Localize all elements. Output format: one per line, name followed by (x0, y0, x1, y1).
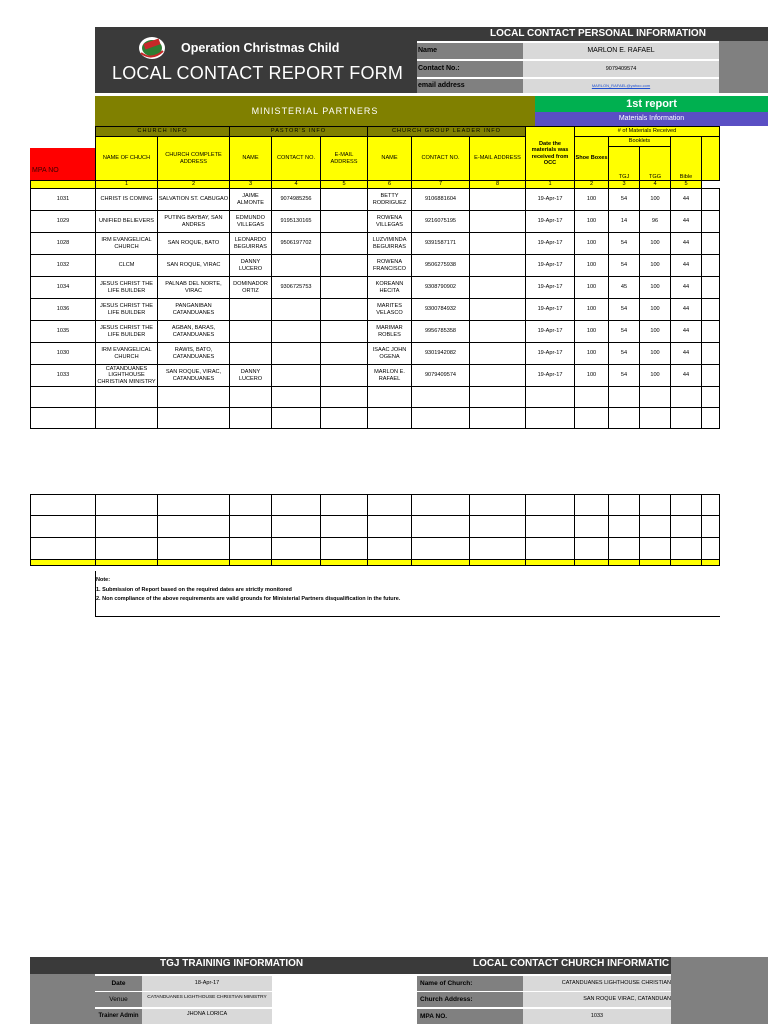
empty-row (31, 408, 720, 429)
leader-email-cell (470, 343, 526, 365)
col-tgg: TGG (640, 147, 671, 181)
pastor-contact-cell: 9195130165 (272, 211, 321, 233)
training-title: TGJ TRAINING INFORMATION (160, 958, 304, 969)
bible-cell: 44 (671, 321, 702, 343)
pastor-contact-cell (272, 299, 321, 321)
date-received-cell: 19-Apr-17 (526, 255, 575, 277)
pastor-name-cell: JAIME ALMONTE (230, 189, 272, 211)
church-name-cell: CHRIST IS COMING (96, 189, 158, 211)
church-address-cell: SALVATION ST. CABUGAO (158, 189, 230, 211)
church-address-label: Church Address: (420, 996, 473, 1003)
mpa-no-text: MPA NO (32, 167, 59, 174)
personal-name-value: MARLON E. RAFAEL (523, 43, 719, 59)
mpa-no-cell: 1032 (31, 255, 96, 277)
bible-cell: 44 (671, 299, 702, 321)
leader-email-cell (470, 255, 526, 277)
church-address-cell: PANGANIBAN CATANDUANES (158, 299, 230, 321)
spare-cell (702, 233, 720, 255)
bible-cell: 44 (671, 255, 702, 277)
shoe-boxes-cell: 100 (575, 365, 609, 387)
notes-box (95, 571, 720, 617)
church-name-cell: CLCM (96, 255, 158, 277)
partners-table (30, 126, 720, 429)
leader-contact-cell: 9301942082 (412, 343, 470, 365)
tgj-cell: 54 (609, 233, 640, 255)
pastor-name-cell (230, 343, 272, 365)
col-pastor-email: E-MAIL ADDRESS (321, 137, 368, 181)
date-received-cell: 19-Apr-17 (526, 277, 575, 299)
personal-info-title: LOCAL CONTACT PERSONAL INFORMATION (490, 28, 706, 39)
notes-title: Note: (96, 577, 111, 583)
mpa-no-cell: 1036 (31, 299, 96, 321)
pastor-name-cell: DANNY LUCERO (230, 365, 272, 387)
church-name-cell: IRM EVANGELICAL CHURCH (96, 343, 158, 365)
training-date-label: Date (111, 980, 126, 987)
pastor-name-cell: DOMINADOR ORTIZ (230, 277, 272, 299)
training-venue-value: CATANDUANES LIGHTHOUSE CHRISTIAN MINISTRY (142, 992, 272, 1007)
leader-name-cell: BETTY RODRIGUEZ (368, 189, 412, 211)
booklets-header: Booklets (609, 137, 671, 147)
col-shoe-boxes: Shoe Boxes (575, 137, 609, 181)
pastor-email-cell (321, 299, 368, 321)
church-info-header: CHURCH INFO (96, 127, 230, 137)
spare-cell (702, 211, 720, 233)
bible-cell: 44 (671, 211, 702, 233)
leader-name-cell: ISAAC JOHN OGENA (368, 343, 412, 365)
spare-cell (702, 255, 720, 277)
leader-name-cell: LUZVIMINDA BEGUIRRAS (368, 233, 412, 255)
mpa-no-cell: 1029 (31, 211, 96, 233)
org-name: Operation Christmas Child (181, 41, 340, 55)
tgg-cell: 100 (640, 233, 671, 255)
church-address-value: SAN ROQUE VIRAC, CATANDUAN (523, 992, 671, 1007)
table-row (31, 233, 720, 255)
date-received-cell: 19-Apr-17 (526, 233, 575, 255)
spare-cell (702, 299, 720, 321)
mpa-no-cell: 1028 (31, 233, 96, 255)
tgj-cell: 45 (609, 277, 640, 299)
date-received-cell: 19-Apr-17 (526, 211, 575, 233)
church-mpa-value: 1033 (523, 1009, 671, 1024)
church-address-cell: SAN ROQUE, VIRAC, CATANDUANES (158, 365, 230, 387)
pastor-email-cell (321, 255, 368, 277)
tgg-cell: 100 (640, 365, 671, 387)
leader-email-cell (470, 233, 526, 255)
pastor-name-cell: LEONARDO BEGUIRRAS (230, 233, 272, 255)
training-trainer-label: Trainer Admin (98, 1013, 139, 1019)
leader-name-cell: ROWENA VILLEGAS (368, 211, 412, 233)
shoe-boxes-cell: 100 (575, 211, 609, 233)
leader-name-cell: MARLON E. RAFAEL (368, 365, 412, 387)
mpa-no-cell: 1035 (31, 321, 96, 343)
table-row (31, 365, 720, 387)
church-name-cell: CATANDUANES LIGHTHOUSE CHRISTIAN MINISTRY (97, 365, 156, 385)
pastor-contact-cell: 9506197702 (272, 233, 321, 255)
church-name-cell: JESUS CHRIST THE LIFE BUILDER (96, 277, 158, 299)
form-header (95, 27, 417, 93)
church-name-cell: JESUS CHRIST THE LIFE BUILDER (96, 299, 158, 321)
leader-name-cell: MARITES VELASCO (368, 299, 412, 321)
pastor-email-cell (321, 321, 368, 343)
occ-logo-icon (135, 31, 169, 63)
church-address-cell: PUTING BAYBAY, SAN ANDRES (158, 211, 230, 233)
tgj-cell: 54 (609, 255, 640, 277)
shoe-boxes-cell: 100 (575, 277, 609, 299)
column-number-row (31, 181, 720, 189)
pastor-contact-cell: 9074985256 (272, 189, 321, 211)
tgg-cell: 96 (640, 211, 671, 233)
report-label: 1st report (535, 96, 768, 112)
leader-contact-cell: 9308790902 (412, 277, 470, 299)
date-received-cell: 19-Apr-17 (526, 299, 575, 321)
col-number: 7 (412, 181, 470, 189)
col-number: 2 (158, 181, 230, 189)
personal-email-value[interactable]: MARLON_RAFAEL@yahoo.com (523, 79, 719, 93)
pastor-contact-cell: 9306725753 (272, 277, 321, 299)
leader-contact-cell: 9216075195 (412, 211, 470, 233)
col-number: 1 (526, 181, 575, 189)
pastor-email-cell (321, 233, 368, 255)
pastor-name-cell (230, 321, 272, 343)
col-number: 4 (640, 181, 671, 189)
tgg-cell: 100 (640, 299, 671, 321)
tgg-cell: 100 (640, 321, 671, 343)
leader-contact-cell: 9391587171 (412, 233, 470, 255)
personal-name-label: Name (418, 47, 438, 54)
pastor-contact-cell (272, 321, 321, 343)
personal-info-right-band (719, 41, 768, 93)
form-title: LOCAL CONTACT REPORT FORM (112, 63, 404, 83)
spare-cell (702, 189, 720, 211)
pastor-email-cell (321, 189, 368, 211)
col-church-address: CHURCH COMPLETE ADDRESS (158, 137, 230, 181)
leader-email-cell (470, 321, 526, 343)
church-address-cell: SAN ROQUE, BATO (158, 233, 230, 255)
tgg-cell: 100 (640, 277, 671, 299)
col-number: 8 (470, 181, 526, 189)
bible-cell: 44 (671, 365, 702, 387)
leader-name-cell: KOREANN HECITA (368, 277, 412, 299)
date-received-cell: 19-Apr-17 (526, 189, 575, 211)
bible-cell: 44 (671, 343, 702, 365)
church-address-cell: AGBAN, BARAS, CATANDUANES (158, 321, 230, 343)
spare-cell (702, 277, 720, 299)
col-pastor-name: NAME (230, 137, 272, 181)
shoe-boxes-cell: 100 (575, 189, 609, 211)
leader-name-cell: MARIMAR ROBLES (368, 321, 412, 343)
pastor-name-cell: EDMUNDO VILLEGAS (230, 211, 272, 233)
shoe-boxes-cell: 100 (575, 255, 609, 277)
col-number: 4 (272, 181, 321, 189)
tgg-cell: 100 (640, 255, 671, 277)
date-received-cell: 19-Apr-17 (526, 365, 575, 387)
tgj-cell: 54 (609, 299, 640, 321)
col-leader-contact: CONTACT NO. (412, 137, 470, 181)
church-info-right-band (671, 957, 768, 1024)
mpa-no-cell: 1034 (31, 277, 96, 299)
leader-contact-cell: 9079409574 (412, 365, 470, 387)
leader-contact-cell: 9106881604 (412, 189, 470, 211)
pastor-email-cell (321, 365, 368, 387)
leader-email-cell (470, 189, 526, 211)
col-tgj: TGJ (609, 147, 640, 181)
leader-email-cell (470, 211, 526, 233)
tgj-cell: 54 (609, 321, 640, 343)
training-date-value: 18-Apr-17 (142, 976, 272, 991)
table-row (31, 211, 720, 233)
tgj-cell: 54 (609, 365, 640, 387)
pastor-contact-cell (272, 343, 321, 365)
spare-cell (702, 365, 720, 387)
pastor-name-cell: DANNY LUCERO (230, 255, 272, 277)
materials-information: Materials Information (535, 112, 768, 126)
mpa-no-cell: 1031 (31, 189, 96, 211)
church-mpa-label: MPA NO. (420, 1013, 448, 1020)
training-trainer-value: JHONA LORICA (142, 1009, 272, 1024)
church-name-label: Name of Church: (420, 980, 473, 987)
date-received-cell: 19-Apr-17 (526, 321, 575, 343)
col-pastor-contact: CONTACT NO. (272, 137, 321, 181)
col-number: 5 (671, 181, 702, 189)
table-row (31, 343, 720, 365)
church-name-value: CATANDUANES LIGHTHOUSE CHRISTIAN (523, 976, 671, 991)
church-name-cell: JESUS CHRIST THE LIFE BUILDER (96, 321, 158, 343)
tgg-cell: 100 (640, 343, 671, 365)
bible-cell: 44 (671, 189, 702, 211)
shoe-boxes-cell: 100 (575, 299, 609, 321)
col-leader-email: E-MAIL ADDRESS (470, 137, 526, 181)
leader-info-header: CHURCH GROUP LEADER INFO (368, 127, 526, 137)
blank-grid (30, 494, 720, 566)
shoe-boxes-cell: 100 (575, 343, 609, 365)
church-info-title: LOCAL CONTACT CHURCH INFORMATIC (473, 958, 670, 969)
tgg-cell: 100 (640, 189, 671, 211)
pastor-contact-cell (272, 365, 321, 387)
pastor-email-cell (321, 211, 368, 233)
pastor-contact-cell (272, 255, 321, 277)
mpa-no-cell: 1033 (31, 365, 96, 387)
leader-email-cell (470, 299, 526, 321)
leader-name-cell: ROWENA FRANCISCO (368, 255, 412, 277)
tgj-cell: 54 (609, 343, 640, 365)
empty-row (31, 387, 720, 408)
personal-email-label: email address (418, 82, 465, 89)
leader-email-cell (470, 277, 526, 299)
col-number: 2 (575, 181, 609, 189)
church-address-cell: SAN ROQUE, VIRAC (158, 255, 230, 277)
table-row (31, 321, 720, 343)
notes-line1: 1. Submission of Report based on the required dates are strictly monitored (96, 587, 292, 593)
personal-contact-label: Contact No.: (418, 65, 460, 72)
col-leader-name: NAME (368, 137, 412, 181)
ministerial-partners-band: MINISTERIAL PARTNERS (95, 96, 535, 126)
spare-cell (702, 343, 720, 365)
col-number: 1 (96, 181, 158, 189)
table-row (31, 189, 720, 211)
leader-contact-cell: 9300784932 (412, 299, 470, 321)
bible-cell: 44 (671, 277, 702, 299)
tgj-cell: 14 (609, 211, 640, 233)
training-left-band (30, 974, 95, 1024)
pastor-name-cell (230, 299, 272, 321)
bible-cell: 44 (671, 233, 702, 255)
table-row (31, 255, 720, 277)
church-address-cell: PALNAB DEL NORTE, VIRAC (158, 277, 230, 299)
shoe-boxes-cell: 100 (575, 233, 609, 255)
col-number: 6 (368, 181, 412, 189)
personal-contact-value: 9079409574 (523, 61, 719, 77)
date-received-cell: 19-Apr-17 (526, 343, 575, 365)
pastor-email-cell (321, 277, 368, 299)
col-number: 5 (321, 181, 368, 189)
church-info-title-bar (417, 957, 671, 974)
table-row (31, 299, 720, 321)
col-bible: Bible (671, 147, 702, 181)
num-materials-header: # of Materials Received (575, 127, 720, 137)
col-number: 3 (230, 181, 272, 189)
tgj-cell: 54 (609, 189, 640, 211)
leader-email-cell (470, 365, 526, 387)
church-name-cell: IRM EVANGELICAL CHURCH (96, 233, 158, 255)
col-number: 3 (609, 181, 640, 189)
col-church-name: NAME OF CHUCH (96, 137, 158, 181)
training-venue-label: Venue (109, 996, 128, 1003)
church-address-cell: RAWIS, BATO, CATANDUANES (158, 343, 230, 365)
leader-contact-cell: 9506275938 (412, 255, 470, 277)
notes-line2: 2. Non compliance of the above requirements are valid grounds for Ministerial Partners disqualification in the future. (96, 596, 401, 602)
date-received-header: Date the materials was received from OCC (526, 127, 575, 181)
church-name-cell: UNIFIED BELIEVERS (96, 211, 158, 233)
pastor-email-cell (321, 343, 368, 365)
leader-contact-cell: 9956785358 (412, 321, 470, 343)
spare-cell (702, 321, 720, 343)
mpa-no-cell: 1030 (31, 343, 96, 365)
shoe-boxes-cell: 100 (575, 321, 609, 343)
pastor-info-header: PASTOR'S INFO (230, 127, 368, 137)
table-row (31, 277, 720, 299)
